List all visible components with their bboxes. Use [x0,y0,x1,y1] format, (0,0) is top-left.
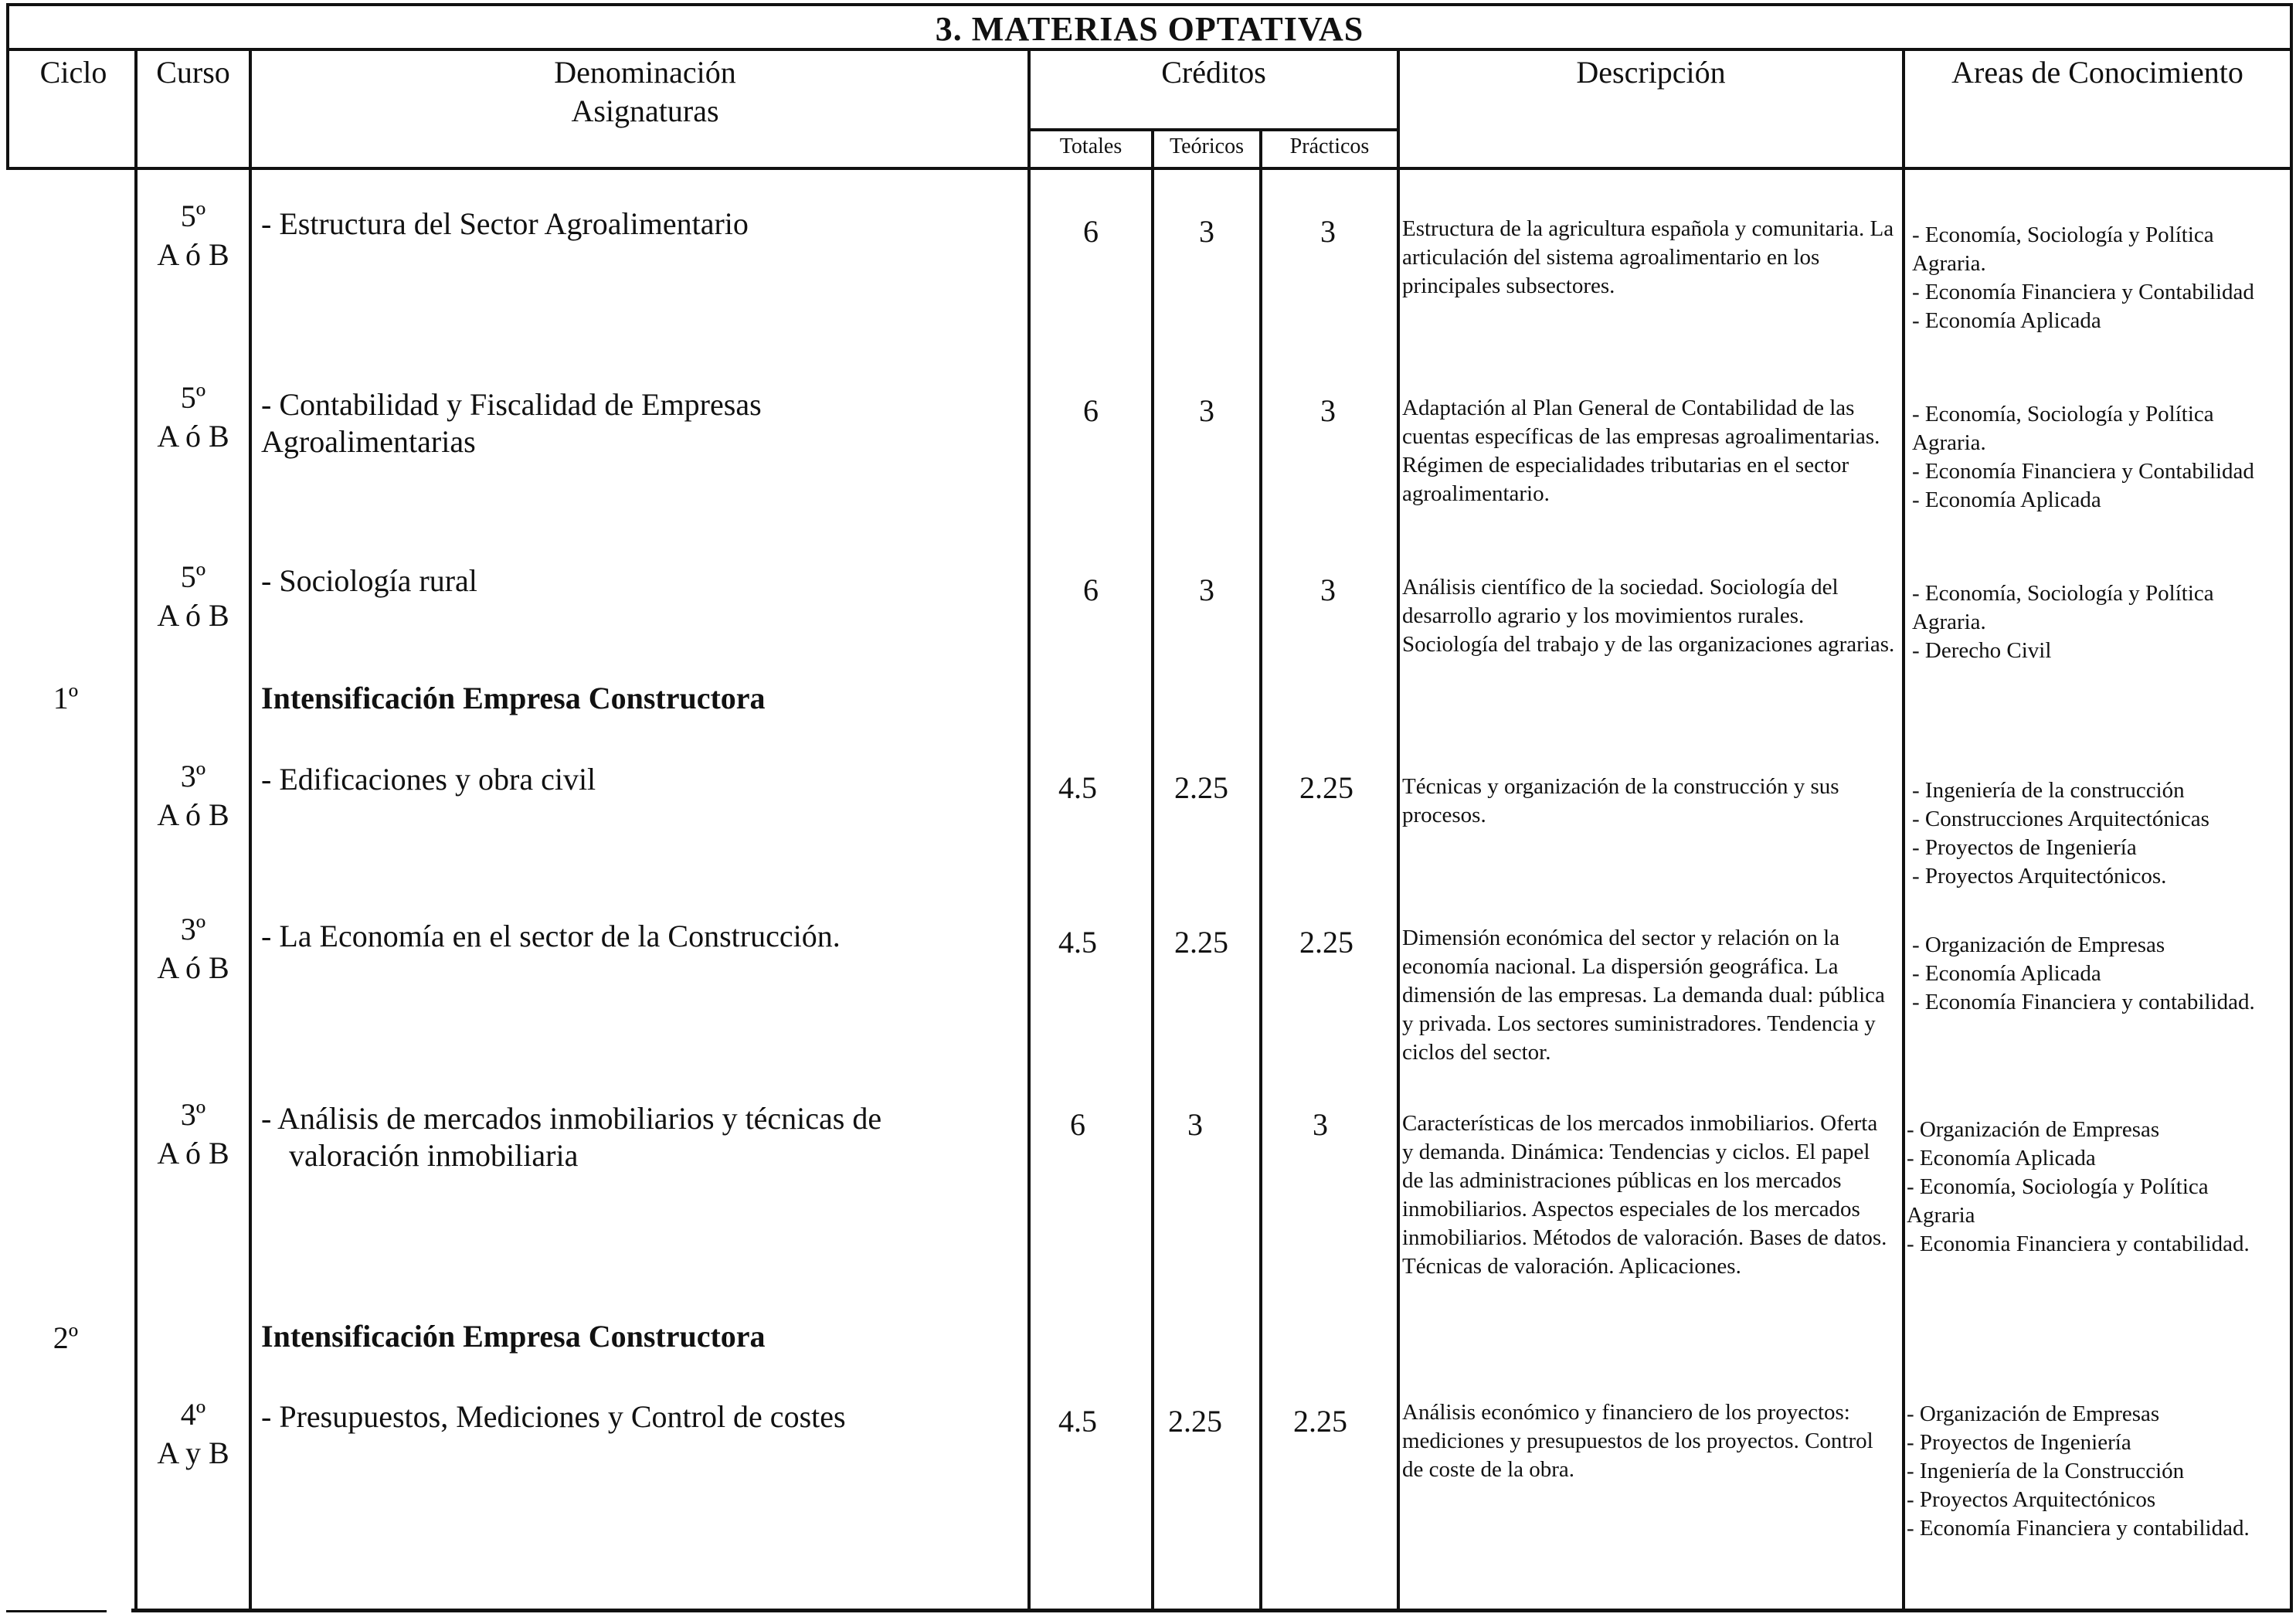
credits-teoricos: 2.25 [1174,925,1228,960]
credits-teoricos: 2.25 [1174,770,1228,805]
area-item: - Economía, Sociología y Política Agraria [1907,1174,2209,1228]
credits-teoricos: 3 [1199,214,1214,249]
credits-totales: 4.5 [1058,1404,1097,1439]
curso-cell [147,379,239,456]
area-item: - Organización de Empresas [1907,1117,2160,1142]
subject-description: Adaptación al Plan General de Contabilidad de las cuentas específicas de las empresas agroalimentarias. Régimen de especialidades tributarias en el sector agroalimentario. [1402,396,1880,506]
credits-practicos: 2.25 [1299,925,1353,960]
credits-practicos: 2.25 [1299,770,1353,805]
header-creditos: Créditos [1161,55,1266,90]
area-item: - Economia Financiera y contabilidad. [1907,1232,2250,1256]
left-border [6,3,9,168]
curso-group: A ó B [157,950,229,985]
header-teoricos: Teóricos [1169,134,1244,158]
header-bottom-border [6,167,2293,170]
area-item: - Economía Financiera y contabilidad. [1907,1516,2250,1541]
col-divider-ciclo [134,48,138,1612]
area-item: - Economía Financiera y Contabilidad [1912,459,2254,484]
curso-cell [147,757,239,834]
area-item: - Proyectos de Ingeniería [1907,1430,2131,1455]
knowledge-areas [1912,579,2267,665]
credits-totales: 6 [1070,1107,1085,1142]
area-item: - Economía Financiera y contabilidad. [1912,990,2255,1014]
subject-description: Dimensión económica del sector y relación on la economía nacional. La dispersión geográfica. La dimensión de las empresas. La demanda dual: pública y privada. Los sectores suministradores. Tendencia y ciclos del sector. [1402,926,1885,1065]
ciclo-label: 1º [53,681,79,715]
subject-description: Características de los mercados inmobiliarios. Oferta y demanda. Dinámica: Tendencias y ciclos. El papel de las administraciones públicas en los mercados inmobiliarios. Aspectos especiales de los mercados inmobiliarios. Métodos de valoración. Bases de datos. Técnicas de valoración. Aplicaciones. [1402,1111,1887,1279]
header-denominacion: Denominación [554,55,736,90]
credits-practicos: 2.25 [1293,1404,1347,1439]
curso-cell [147,558,239,635]
subject-name: - Sociología rural [261,563,477,598]
area-item: - Economía, Sociología y Política Agraria. [1912,581,2214,634]
area-item: - Ingeniería de la Construcción [1907,1459,2185,1483]
credits-teoricos: 3 [1199,393,1214,428]
area-item: - Economía Aplicada [1912,308,2101,333]
section-heading: Intensificación Empresa Constructora [261,681,766,715]
credits-practicos: 3 [1320,572,1336,607]
curso-year: 3º [180,1097,206,1132]
curso-group: A ó B [157,598,229,633]
credits-totales: 6 [1083,572,1099,607]
credits-totales: 4.5 [1058,925,1097,960]
credits-teoricos: 3 [1187,1107,1203,1142]
header-asignaturas: Asignaturas [571,93,719,128]
curso-cell [147,197,239,274]
area-item: - Economía Aplicada [1912,961,2101,986]
subject-description: Análisis económico y financiero de los proyectos: mediciones y presupuestos de los proyectos. Control de coste de la obra. [1402,1400,1873,1482]
area-item: - Economía Aplicada [1907,1146,2096,1170]
col-divider-denominacion [1027,48,1031,1612]
bottom-border [131,1609,2293,1612]
curso-year: 5º [180,199,206,233]
table-title: 3. MATERIAS OPTATIVAS [935,10,1364,48]
header-practicos: Prácticos [1289,134,1370,158]
subject-description: Técnicas y organización de la construcción y sus procesos. [1402,774,1839,827]
subject-name: - La Economía en el sector de la Construcción. [261,919,841,953]
area-item: - Economía, Sociología y Política Agraria. [1912,223,2214,276]
area-item: - Proyectos Arquitectónicos. [1912,864,2167,888]
curso-year: 5º [180,380,206,415]
creditos-divider [1027,128,1398,131]
curso-cell [147,1395,239,1473]
curso-group: A ó B [157,797,229,832]
knowledge-areas [1912,776,2267,891]
curso-group: A ó B [157,419,229,454]
curso-cell [147,1096,239,1173]
curso-year: 5º [180,559,206,594]
curso-group: A ó B [157,1136,229,1170]
knowledge-areas [1912,400,2267,515]
area-item: - Economía Aplicada [1912,488,2101,512]
col-divider-curso [249,48,252,1612]
credits-practicos: 3 [1320,214,1336,249]
knowledge-areas [1912,221,2267,335]
curso-year: 3º [180,912,206,946]
knowledge-areas [1907,1400,2262,1543]
area-item: - Organización de Empresas [1907,1401,2160,1426]
ciclo-label: 2º [53,1320,79,1355]
credits-totales: 6 [1083,393,1099,428]
header-descripcion: Descripción [1576,55,1726,90]
col-divider-teoricos [1259,128,1262,1612]
header-curso: Curso [156,55,230,90]
subject-description: Estructura de la agricultura española y comunitaria. La articulación del sistema agroalimentario en los principales subsectores. [1402,216,1894,298]
col-divider-descripcion [1902,48,1905,1612]
credits-teoricos: 2.25 [1168,1404,1222,1439]
subject-description: Análisis científico de la sociedad. Sociología del desarrollo agrario y los movimientos rurales. Sociología del trabajo y de las organizaciones agrarias. [1402,575,1895,657]
area-item: - Economía Financiera y Contabilidad [1912,280,2254,304]
curso-year: 4º [180,1397,206,1432]
credits-practicos: 3 [1313,1107,1328,1142]
section-heading: Intensificación Empresa Constructora [261,1319,766,1354]
area-item: - Ingeniería de la construcción [1912,778,2185,803]
subject-name: - Análisis de mercados inmobiliarios y técnicas de valoración inmobiliaria [261,1101,882,1173]
subject-name: - Estructura del Sector Agroalimentario [261,206,749,241]
header-areas: Areas de Conocimiento [1951,55,2243,90]
header-totales: Totales [1059,134,1123,158]
area-item: - Derecho Civil [1912,638,2052,663]
title-divider [6,48,2293,51]
col-divider-totales [1151,128,1154,1612]
area-item: - Organización de Empresas [1912,933,2165,957]
curso-cell [147,910,239,987]
credits-teoricos: 3 [1199,572,1214,607]
subject-name: - Presupuestos, Mediciones y Control de costes [261,1399,846,1434]
curso-group: A y B [157,1435,229,1470]
credits-totales: 6 [1083,214,1099,249]
area-item: - Economía, Sociología y Política Agraria. [1912,402,2214,455]
credits-practicos: 3 [1320,393,1336,428]
subject-name: - Edificaciones y obra civil [261,762,596,797]
top-border [6,3,2293,6]
area-item: - Proyectos de Ingeniería [1912,835,2137,860]
area-item: - Proyectos Arquitectónicos [1907,1487,2156,1512]
area-item: - Construcciones Arquitectónicas [1912,807,2209,831]
curso-group: A ó B [157,237,229,272]
knowledge-areas [1907,1116,2262,1259]
subject-name: - Contabilidad y Fiscalidad de Empresas Agroalimentarias [261,387,762,459]
col-divider-creditos [1397,48,1400,1612]
knowledge-areas [1912,931,2267,1017]
credits-totales: 4.5 [1058,770,1097,805]
curso-year: 3º [180,759,206,793]
header-ciclo: Ciclo [39,55,107,90]
right-border [2290,3,2293,1612]
bottom-border-left [6,1610,107,1612]
